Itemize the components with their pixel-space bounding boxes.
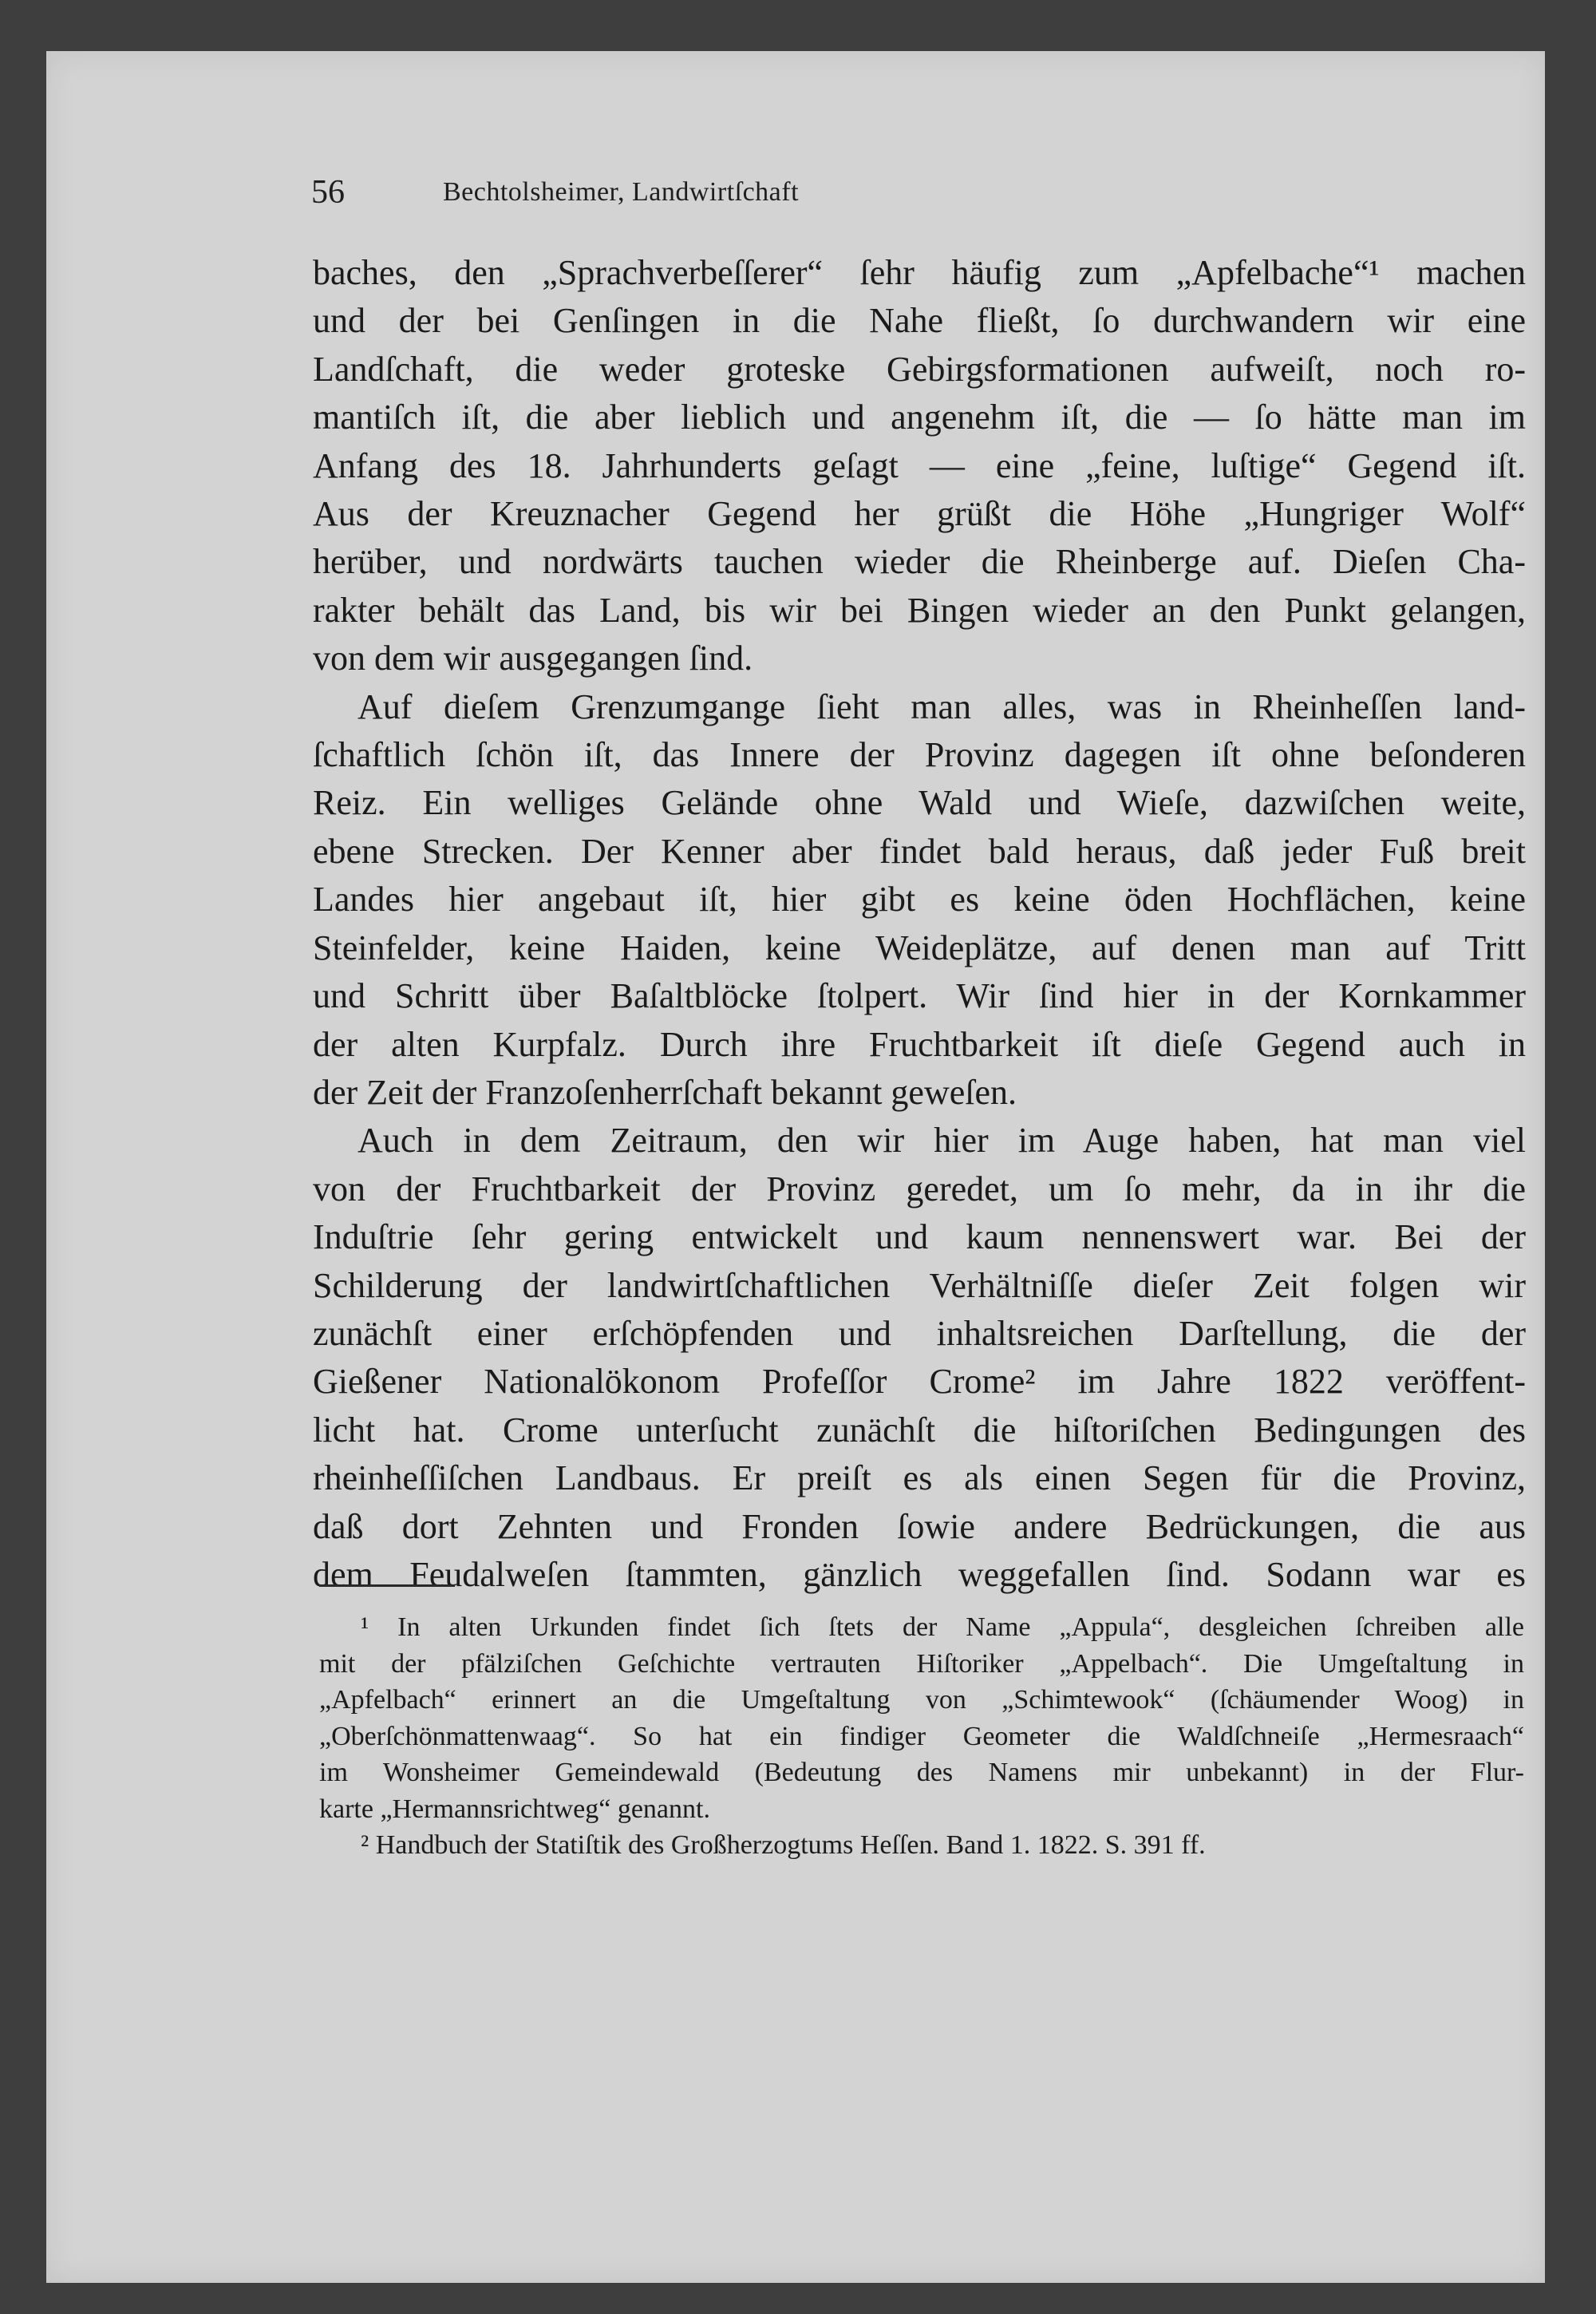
paragraph-3 xyxy=(313,1117,1526,1599)
text-line: von der Fruchtbarkeit der Provinz geredet, um ſo mehr, da in ihr die xyxy=(313,1169,1526,1208)
text-line: Landes hier angebaut iſt, hier gibt es keine öden Hochflächen, keine xyxy=(313,880,1526,920)
body-text xyxy=(313,249,1526,1599)
text-line: der alten Kurpfalz. Durch ihre Fruchtbarkeit iſt dieſe Gegend auch in xyxy=(313,1024,1526,1064)
footnote-line: mit der pfälziſchen Geſchichte vertrauten Hiſtoriker „Appelbach“. Die Umgeſtaltung in xyxy=(319,1648,1524,1679)
text-line: Landſchaft, die weder groteske Gebirgsformationen aufweiſt, noch ro- xyxy=(313,349,1526,389)
paragraph-1 xyxy=(313,249,1526,683)
text-line: Reiz. Ein welliges Gelände ohne Wald und Wieſe, dazwiſchen weite, xyxy=(313,783,1526,823)
text-line: rakter behält das Land, bis wir bei Bingen wieder an den Punkt gelangen, xyxy=(313,590,1526,630)
text-line: Steinfelder, keine Haiden, keine Weideplätze, auf denen man auf Tritt xyxy=(313,928,1526,967)
footnotes xyxy=(319,1609,1524,1864)
page-number: 56 xyxy=(311,174,345,211)
footnote-line: karte „Hermannsrichtweg“ genannt. xyxy=(319,1794,710,1824)
text-line: ſchaftlich ſchön iſt, das Innere der Provinz dagegen iſt ohne beſonderen xyxy=(313,735,1526,775)
text-line: Auf dieſem Grenzumgange ſieht man alles, was in Rheinheſſen land- xyxy=(358,686,1526,726)
text-line: dem Feudalweſen ſtammten, gänzlich weggefallen ſind. Sodann war es xyxy=(313,1554,1526,1594)
text-line: zunächſt einer erſchöpfenden und inhaltsreichen Darſtellung, die der xyxy=(313,1313,1526,1353)
text-line: daß dort Zehnten und Fronden ſowie andere Bedrückungen, die aus xyxy=(313,1506,1526,1546)
text-line: Anfang des 18. Jahrhunderts geſagt — eine „feine, luſtige“ Gegend iſt. xyxy=(313,445,1526,485)
text-line: mantiſch iſt, die aber lieblich und angenehm iſt, die — ſo hätte man im xyxy=(313,398,1526,437)
text-line: und Schritt über Baſaltblöcke ſtolpert. Wir ſind hier in der Kornkammer xyxy=(313,976,1526,1016)
text-line: Aus der Kreuznacher Gegend her grüßt die Höhe „Hungriger Wolf“ xyxy=(313,494,1526,534)
text-line: baches, den „Sprachverbeſſerer“ ſehr häufig zum „Apfelbache“¹ machen xyxy=(313,253,1526,292)
text-line: der Zeit der Franzoſenherrſchaft bekannt geweſen. xyxy=(313,1072,1017,1112)
text-line: herüber, und nordwärts tauchen wieder die Rheinberge auf. Dieſen Cha- xyxy=(313,542,1526,582)
footnote-line: ¹ In alten Urkunden findet ſich ſtets der Name „Appula“, desgleichen ſchreiben alle xyxy=(361,1612,1524,1642)
text-line: Gießener Nationalökonom Profeſſor Crome² im Jahre 1822 veröffent- xyxy=(313,1362,1526,1402)
footnote-1 xyxy=(319,1609,1524,1827)
text-line: und der bei Genſingen in die Nahe fließt, ſo durchwandern wir eine xyxy=(313,301,1526,341)
footnote-2 xyxy=(319,1827,1524,1864)
text-line: Auch in dem Zeitraum, den wir hier im Auge haben, hat man viel xyxy=(358,1121,1526,1161)
text-line: Induſtrie ſehr gering entwickelt und kaum nennenswert war. Bei der xyxy=(313,1217,1526,1257)
paragraph-2 xyxy=(313,683,1526,1117)
footnote-line: „Apfelbach“ erinnert an die Umgeſtaltung von „Schimtewook“ (ſchäumender Woog) in xyxy=(319,1685,1524,1715)
text-line: rheinheſſiſchen Landbaus. Er preiſt es als einen Segen für die Provinz, xyxy=(313,1458,1526,1498)
footnote-rule xyxy=(319,1584,455,1587)
footnote-line: ² Handbuch der Statiſtik des Großherzogtums Heſſen. Band 1. 1822. S. 391 ff. xyxy=(361,1830,1206,1860)
text-line: licht hat. Crome unterſucht zunächſt die hiſtoriſchen Bedingungen des xyxy=(313,1410,1526,1450)
running-head: Bechtolsheimer, Landwirtſchaft xyxy=(443,177,800,207)
footnote-line: „Oberſchönmattenwaag“. So hat ein findiger Geometer die Waldſchneiſe „Hermesraach“ xyxy=(319,1721,1524,1751)
text-line: ebene Strecken. Der Kenner aber findet bald heraus, daß jeder Fuß breit xyxy=(313,831,1526,871)
footnote-line: im Wonsheimer Gemeindewald (Bedeutung des Namens mir unbekannt) in der Flur- xyxy=(319,1758,1524,1787)
text-line: von dem wir ausgegangen ſind. xyxy=(313,639,753,678)
text-line: Schilderung der landwirtſchaftlichen Verhältniſſe dieſer Zeit folgen wir xyxy=(313,1265,1526,1305)
